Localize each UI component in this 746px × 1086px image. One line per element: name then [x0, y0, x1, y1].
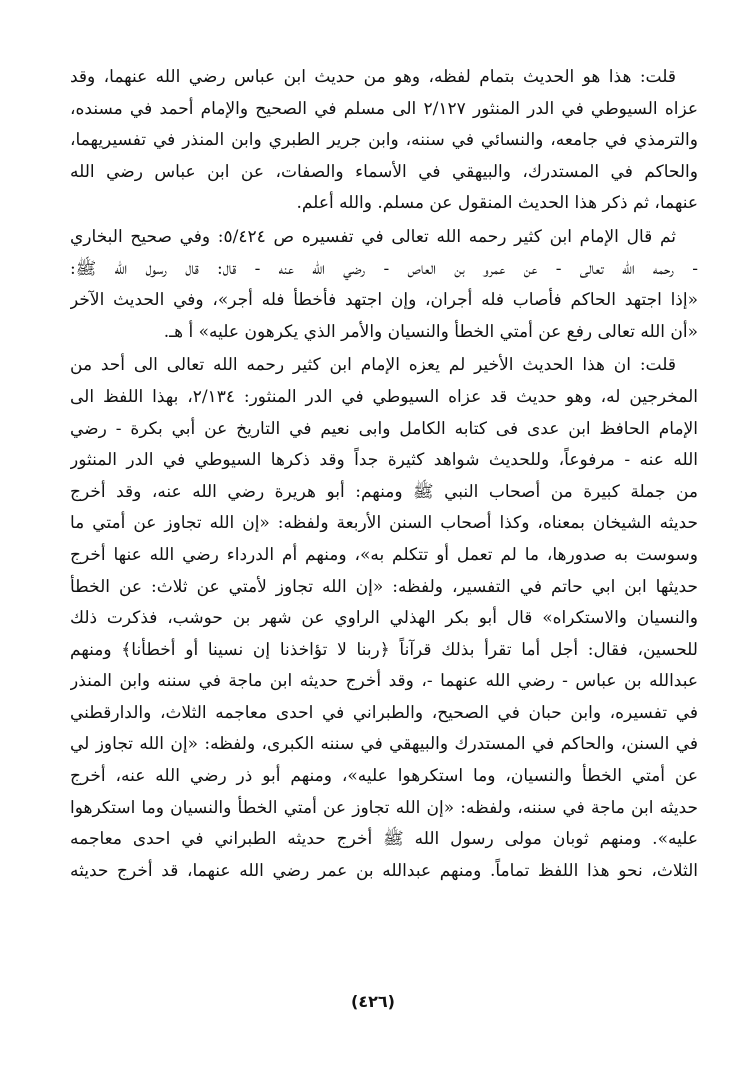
text-line: والحاكم في المستدرك، والبيهقي في الأسماء والصفات، عن ابن عباس رضي الله — [70, 161, 698, 182]
text-line: - رحمه الله تعالى - عن عمرو بن العاص - رضي الله عنه - قال: قال رسول الله ﷺ: — [70, 258, 698, 279]
text-line: عليه». ومنهم ثوبان مولى رسول الله ﷺ أخرج حديثه الطبراني في احدى معاجمه — [70, 829, 698, 850]
paragraph-3 — [70, 350, 698, 887]
text-line: عن أمتي الخطأ والنسيان، وما استكرهوا عليه»، ومنهم أبو ذر رضي الله عنه، أخرج — [70, 766, 698, 787]
text-line: للحسين، فقال: أجل أما تقرأ بذلك قرآناً ﴿ربنا لا تؤاخذنا إن نسينا أو أخطأنا﴾ ومنهم — [70, 639, 698, 660]
text-line: من جملة كبيرة من أصحاب النبي ﷺ ومنهم: أبو هريرة رضي الله عنه، وقد أخرج — [70, 481, 698, 502]
text-line: عزاه السيوطي في الدر المنثور ٢/١٢٧ الى مسلم في الصحيح والإمام أحمد في مسنده، — [70, 98, 698, 119]
text-line: في السنن، والحاكم في المستدرك والبيهقي في سننه الكبرى، ولفظه: «إن الله تجاوز لي — [70, 734, 698, 755]
page-number: (٤٢٦) — [351, 992, 395, 1011]
text-line: ثم قال الإمام ابن كثير رحمه الله تعالى في تفسيره ص ٥/٤٢٤: وفي صحيح البخاري — [70, 226, 676, 247]
paragraph-2 — [70, 222, 698, 348]
text-line: الإمام الحافظ ابن عدى فى كتابه الكامل وابى نعيم في التاريخ عن أبي بكرة - رضي — [70, 418, 698, 439]
text-line: قلت: ان هذا الحديث الأخير لم يعزه الإمام ابن كثير رحمه الله تعالى الى أحد من — [70, 355, 676, 376]
text-line: «أن الله تعالى رفع عن أمتي الخطأ والنسيان والأمر الذي يكرهون عليه» أ هـ. — [163, 321, 698, 342]
paragraph-1 — [70, 62, 698, 220]
text-line: حديثه الشيخان بمعناه، وكذا أصحاب السنن الأربعة ولفظه: «إن الله تجاوز عن أمتي ما — [70, 513, 698, 534]
text-line: الثلاث، نحو هذا اللفظ تماماً. ومنهم عبدالله بن عمر رضي الله عنهما، قد أخرج حديثه — [70, 860, 698, 881]
text-line: حديثه ابن ماجة في سننه، ولفظه: «إن الله تجاوز عن أمتي الخطأ والنسيان وما استكرهوا — [70, 797, 698, 818]
text-line: والترمذي في جامعه، والنسائي في سننه، وابن جرير الطبري وابن المنذر في تفسيريهما، — [70, 130, 698, 151]
text-line: وسوست به صدورها، ما لم تعمل أو تتكلم به»، ومنهم أم الدرداء رضي الله عنها أخرج — [70, 544, 698, 565]
text-line: عنهما، ثم ذكر هذا الحديث المنقول عن مسلم. والله أعلم. — [296, 193, 698, 214]
text-line: الله عنه - مرفوعاً، وللحديث شواهد كثيرة جداً وقد ذكرها السيوطي في الدر المنثور — [70, 450, 698, 471]
text-line: المخرجين له، وهو حديث قد عزاه السيوطي في الدر المنثور: ٢/١٣٤، بهذا اللفظ الى — [70, 386, 698, 407]
text-line: والنسيان والاستكراه» قال أبو بكر الهذلي الراوي عن شهر بن حوشب، فذكرت ذلك — [70, 608, 698, 629]
text-line: عبدالله بن عباس - رضي الله عنهما -، وقد أخرج حديثه ابن ماجة في سننه وابن المنذر — [70, 671, 698, 692]
page-body — [70, 62, 698, 889]
text-line: حديثها ابن ابي حاتم في التفسير، ولفظه: «إن الله تجاوز لأمتي عن ثلاث: عن الخطأ — [70, 576, 698, 597]
text-line: «إذا اجتهد الحاكم فأصاب فله أجران، وإن اجتهد فأخطأ فله أجر»، وفي الحديث الآخر — [70, 290, 698, 311]
text-line: قلت: هذا هو الحديث بتمام لفظه، وهو من حديث ابن عباس رضي الله عنهما، وقد — [70, 67, 676, 87]
text-line: في تفسيره، وابن حبان في الصحيح، والطبراني في احدى معاجمه الثلاث، والدارقطني — [70, 702, 698, 723]
